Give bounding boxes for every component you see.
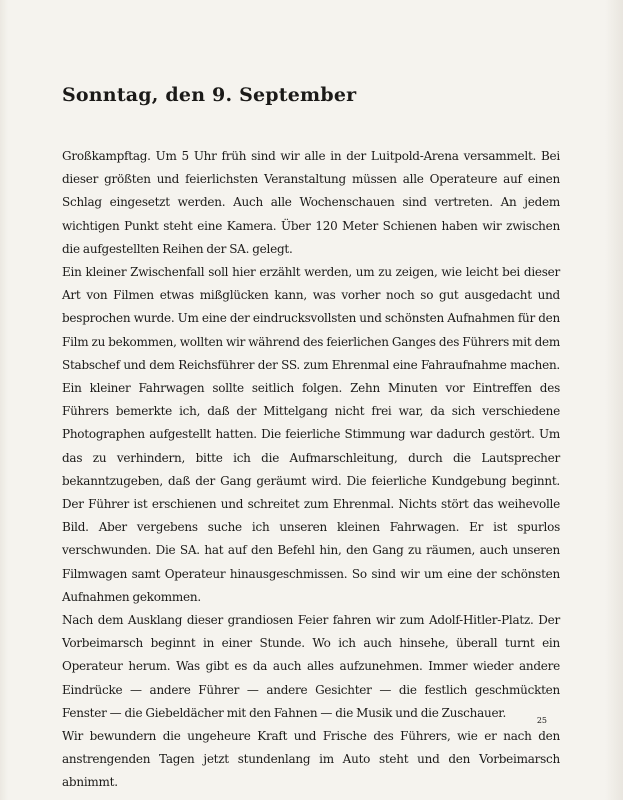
paragraph: Wir bewundern die ungeheure Kraft und Frische des Führers, wie er nach den anstrengenden Tagen jetzt stundenlang im Auto steht und den Vorbeimarsch abnimmt. xyxy=(62,729,560,790)
body-text xyxy=(62,145,560,795)
page-heading: Sonntag, den 9. September xyxy=(62,84,357,106)
page-number: 25 xyxy=(536,716,547,725)
paragraph: Nach dem Ausklang dieser grandiosen Feier fahren wir zum Adolf-Hitler-Platz. Der Vorbeimarsch beginnt in einer Stunde. Wo ich auch hinsehe, überall turnt ein Operateur herum. Was gibt es da auch alles aufzunehmen. Immer wieder andere Eindrücke — andere Führer — andere Gesichter — die festlich geschmückten Fenster — die Giebeldächer mit den Fahnen — die Musik und die Zuschauer. xyxy=(62,613,560,720)
paragraph: Großkampftag. Um 5 Uhr früh sind wir alle in der Luitpold-Arena versammelt. Bei dieser größten und feierlichsten Veranstaltung müssen alle Operateure auf einen Schlag eingesetzt werden. Auch alle Wochenschauen sind vertreten. An jedem wichtigen Punkt steht eine Kamera. Über 120 Meter Schienen haben wir zwischen die aufgestellten Reihen der SA. gelegt. xyxy=(62,149,560,256)
paragraph: Ein kleiner Zwischenfall soll hier erzählt werden, um zu zeigen, wie leicht bei dieser Art von Filmen etwas mißglücken kann, was vorher noch so gut ausgedacht und besprochen wurde. Um eine der eindrucksvollsten und schönsten Aufnahmen für den Film zu bekommen, wollten wir während des feierlichen Ganges des Führers mit dem Stabschef und dem Reichsführer der SS. zum Ehrenmal eine Fahraufnahme machen. Ein kleiner Fahrwagen sollte seitlich folgen. Zehn Minuten vor Eintreffen des Führers bemerkte ich, daß der Mittelgang nicht frei war, da sich verschiedene Photographen aufgestellt hatten. Die feierliche Stimmung war dadurch gestört. Um das zu verhindern, bitte ich die Aufmarschleitung, durch die Lautsprecher bekanntzugeben, daß der Gang geräumt wird. Die feierliche Kundgebung beginnt. Der Führer ist erschienen und schreitet zum Ehrenmal. Nichts stört das weihevolle Bild. Aber vergebens suche ich unseren kleinen Fahrwagen. Er ist spurlos verschwunden. Die SA. hat auf den Befehl hin, den Gang zu räumen, auch unseren Filmwagen samt Operateur hinausgeschmissen. So sind wir um eine der schönsten Aufnahmen gekommen. xyxy=(62,265,560,604)
